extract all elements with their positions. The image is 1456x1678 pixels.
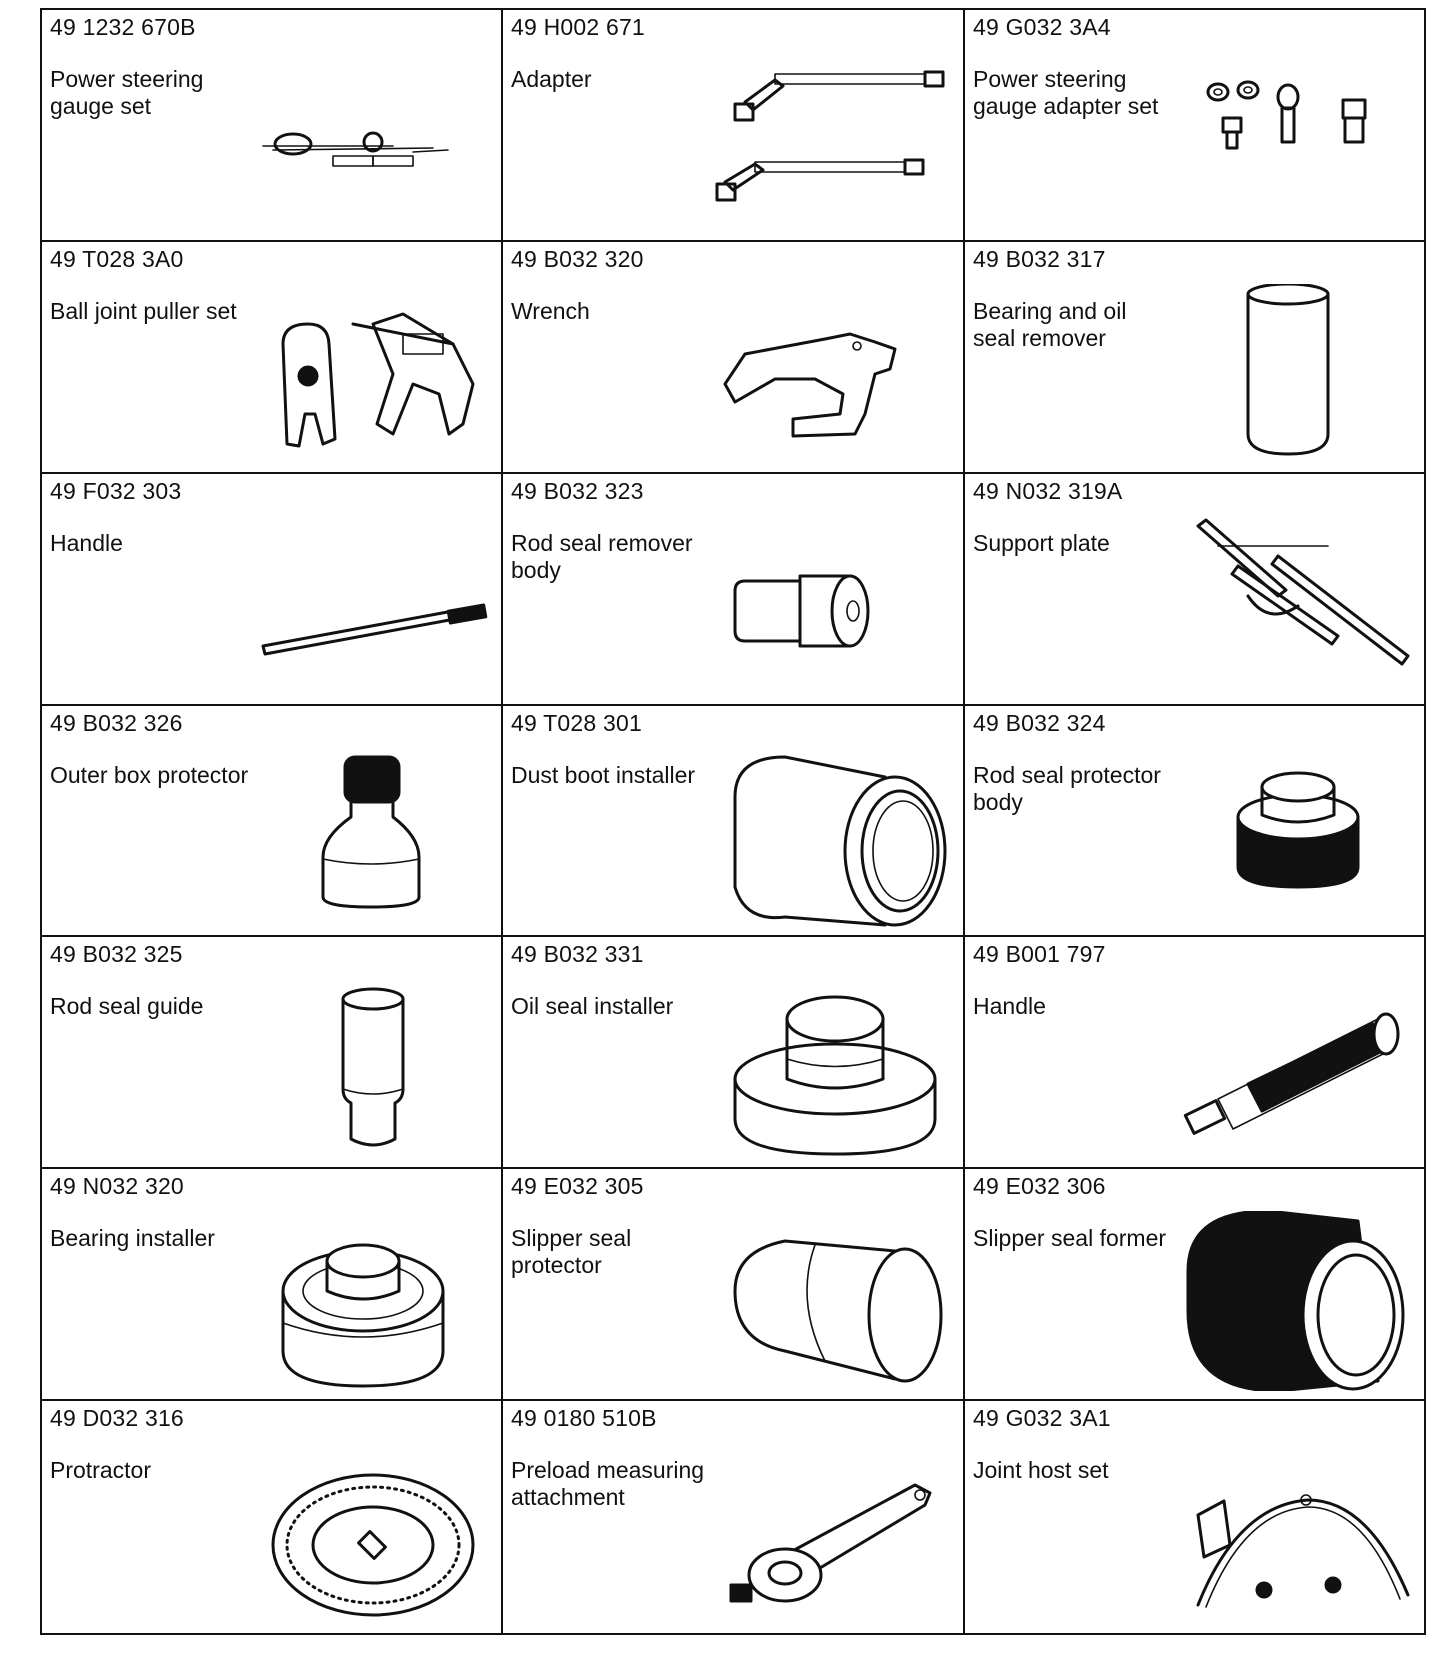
tool-cell [503, 937, 965, 1169]
part-number: 49 G032 3A1 [973, 1405, 1111, 1432]
knurled-handle-icon [1178, 979, 1418, 1159]
tool-name: Rod seal guide [50, 993, 204, 1020]
seal-former-icon [1178, 1211, 1418, 1391]
tool-name: Power steering gauge adapter set [973, 66, 1159, 119]
part-number: 49 T028 3A0 [50, 245, 184, 272]
tool-name: Rod seal protector body [973, 761, 1161, 815]
bearing-installer-icon [253, 1211, 493, 1391]
part-number: 49 B001 797 [973, 941, 1106, 968]
tool-cell [965, 10, 1426, 242]
part-number: 49 B032 331 [511, 941, 644, 968]
tool-name: Wrench [511, 297, 590, 324]
part-number: 49 B032 320 [511, 245, 644, 272]
tool-cell [965, 1401, 1426, 1633]
tool-cell [503, 1169, 965, 1401]
special-tools-table [40, 8, 1426, 1635]
preload-attachment-icon [715, 1445, 955, 1625]
tool-name: Joint host set [973, 1457, 1109, 1484]
part-number: 49 T028 301 [511, 709, 642, 736]
support-plate-icon [1178, 516, 1418, 696]
joint-host-icon [1178, 1445, 1418, 1625]
part-number: 49 B032 325 [50, 941, 183, 968]
tool-cell [503, 706, 965, 938]
part-number: 49 F032 303 [50, 477, 182, 504]
tool-cell [42, 10, 503, 242]
part-number: 49 0180 510B [511, 1405, 657, 1432]
hook-wrench-icon [715, 284, 955, 464]
tool-name: Adapter [511, 66, 592, 92]
part-number: 49 N032 320 [50, 1173, 184, 1200]
tool-cell [42, 937, 503, 1169]
tool-cell [965, 706, 1426, 938]
part-number: 49 H002 671 [511, 14, 645, 40]
tool-name: Oil seal installer [511, 993, 674, 1020]
gauge-set-icon [253, 52, 493, 232]
tool-cell [503, 10, 965, 242]
tool-name: Bearing installer [50, 1225, 215, 1252]
part-number: 49 B032 317 [973, 245, 1106, 272]
tool-name: Bearing and oil seal remover [973, 297, 1127, 351]
tool-name: Slipper seal former [973, 1225, 1167, 1252]
part-number: 49 B032 326 [50, 709, 183, 736]
ball-joint-puller-icon [253, 284, 493, 464]
tool-name: Slipper seal protector [511, 1225, 632, 1279]
fittings-icon [1178, 52, 1418, 232]
tool-cell [42, 1401, 503, 1633]
tool-name: Outer box protector [50, 761, 249, 788]
tool-cell [965, 242, 1426, 474]
seal-remover-body-icon [715, 516, 955, 696]
part-number: 49 D032 316 [50, 1405, 184, 1432]
cylinder-icon [1178, 284, 1418, 464]
tool-name: Rod seal remover body [511, 529, 693, 583]
tool-cell [503, 474, 965, 706]
box-protector-icon [253, 747, 493, 927]
tool-name: Dust boot installer [511, 761, 696, 788]
tool-cell [503, 1401, 965, 1633]
protractor-icon [253, 1445, 493, 1625]
tool-cell [503, 242, 965, 474]
tool-name: Protractor [50, 1457, 151, 1484]
tool-cell [42, 474, 503, 706]
part-number: 49 E032 305 [511, 1173, 644, 1200]
tool-name: Power steering gauge set [50, 66, 204, 119]
part-number: 49 1232 670B [50, 14, 196, 40]
hose-adapter-icon [715, 52, 955, 232]
tool-name: Ball joint puller set [50, 297, 237, 324]
tool-cell [965, 937, 1426, 1169]
tool-name: Preload measuring attachment [511, 1457, 705, 1511]
tool-name: Handle [973, 993, 1046, 1020]
tool-name: Handle [50, 529, 123, 556]
part-number: 49 N032 319A [973, 477, 1123, 504]
part-number: 49 E032 306 [973, 1173, 1106, 1200]
part-number: 49 G032 3A4 [973, 14, 1111, 40]
sleeve-icon [715, 747, 955, 927]
tool-cell [42, 1169, 503, 1401]
part-number: 49 B032 324 [973, 709, 1106, 736]
tool-cell [42, 242, 503, 474]
rod-handle-icon [253, 516, 493, 696]
seal-protector-icon [715, 1211, 955, 1391]
seal-guide-icon [253, 979, 493, 1159]
seal-installer-icon [715, 979, 955, 1159]
tool-cell [965, 1169, 1426, 1401]
protector-body-icon [1178, 747, 1418, 927]
tool-cell [42, 706, 503, 938]
part-number: 49 B032 323 [511, 477, 644, 504]
tool-name: Support plate [973, 529, 1110, 556]
tool-cell [965, 474, 1426, 706]
